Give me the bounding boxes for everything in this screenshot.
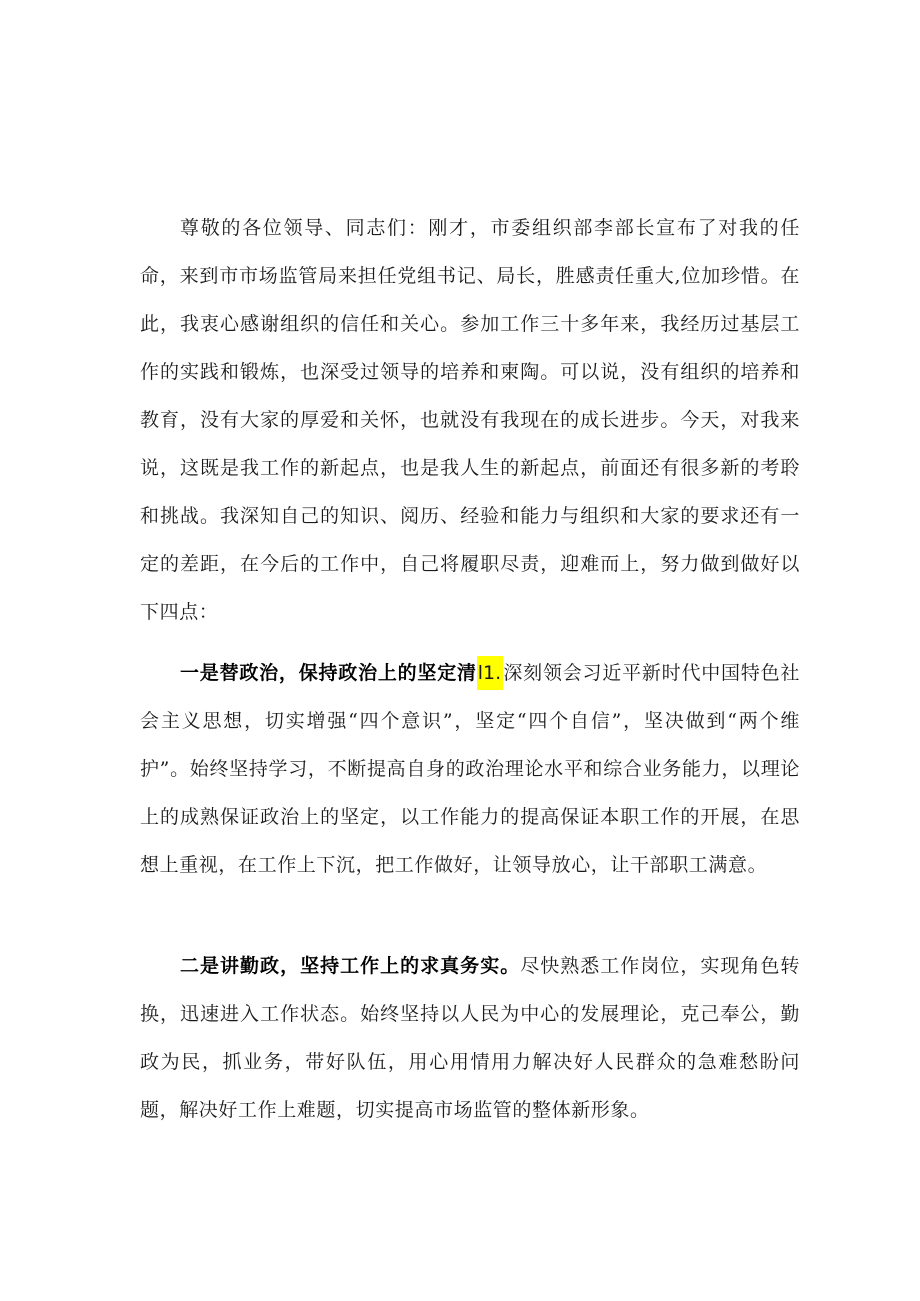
point-two-text: 尽快熟悉工作岗位，实现角色转换，迅速进入工作状态。始终坚持以人民为中心的发展理论，克己奉公，勤政为民，抓业务，带好队伍，用心用情用力解决好人民群众的急难愁盼问题，解决好工作上难题，切实提高市场监管的整体新形象。 [140, 955, 801, 1121]
paragraph-intro [140, 204, 800, 636]
paragraph-intro-text: 尊敬的各位领导、同志们：刚才，市委组织部李部长宣布了对我的任命，来到市市场监管局来担任党组书记、局长，胜感责任重大,位加珍惜。在此，我衷心感谢组织的信任和关心。参加工作三十多年来，我经历过基层工作的实践和锻炼，也深受过领导的培养和柬陶。可以说，没有组织的培养和教育，没有大家的厚爱和关怀，也就没有我现在的成长进步。今天，对我来说，这既是我工作的新起点，也是我人生的新起点，前面还有很多新的考聆和挑战。我深知自己的知识、阅历、经验和能力与组织和大家的要求还有一定的差距，在今后的工作中，自己将履职尽责，迎难而上，努力做到做好以下四点： [140, 217, 800, 623]
highlighted-marker: l1. [477, 656, 503, 690]
paragraph-point-two [140, 942, 800, 1134]
paragraph-point-one [140, 649, 800, 889]
point-one-text: 深刻领会习近平新时代中国特色社会主义思想，切实增强“四个意识”，坚定“四个自信”，坚决做到“两个维护”。始终坚持学习，不断提高自身的政治理论水平和综合业务能力，以理论上的成熟保证政治上的坚定，以工作能力的提高保证本职工作的开展，在思想上重视，在工作上下沉，把工作做好，让领导放心，让干部职工满意。 [140, 662, 800, 876]
point-two-heading: 二是讲勤政，坚持工作上的求真务实。 [180, 955, 521, 977]
point-one-heading: 一是替政治，保持政治上的坚定清 [180, 662, 477, 684]
